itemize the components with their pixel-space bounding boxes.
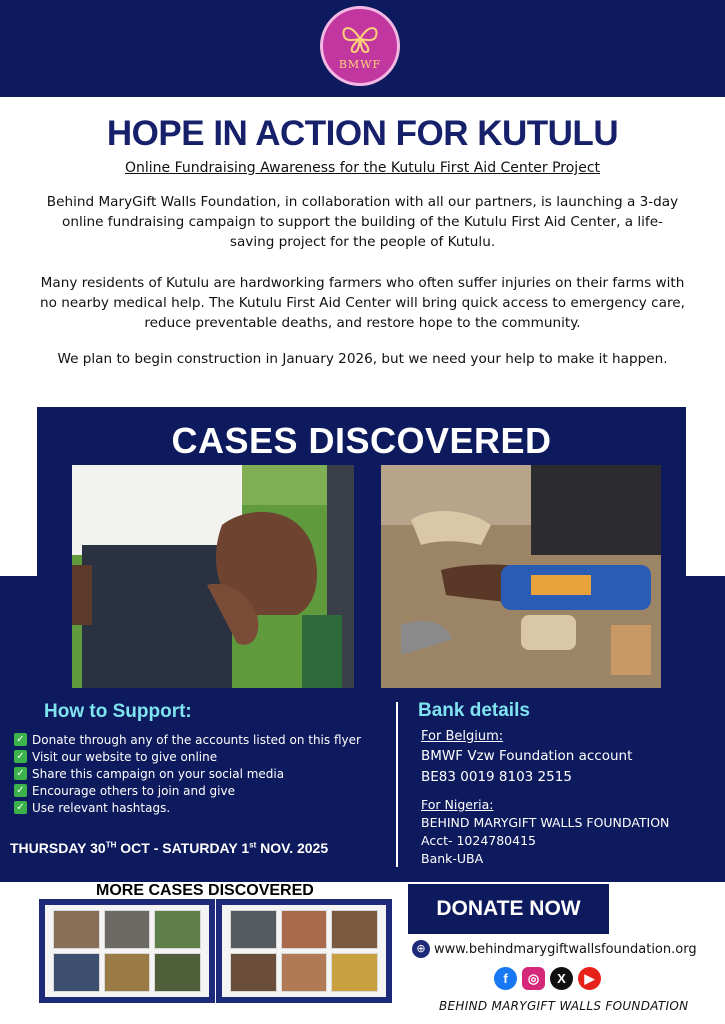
intro-paragraph: Behind MaryGift Walls Foundation, in collaboration with all our partners, is launching a 3-day online fundraising campaign to support the building of the Kutulu First Aid Center, a life-saving project for the people of Kutulu. xyxy=(46,194,679,250)
belgium-label: For Belgium: xyxy=(421,729,504,744)
bmwf-logo xyxy=(320,6,400,86)
case-thumbnail xyxy=(230,953,277,992)
case-thumbnail xyxy=(53,953,100,992)
nigeria-label: For Nigeria: xyxy=(421,797,494,812)
instagram-icon[interactable]: ◎ xyxy=(522,967,545,990)
case-thumbnail xyxy=(331,953,378,992)
support-item-label: Donate through any of the accounts listed on this flyer xyxy=(32,732,361,747)
case-thumbnail xyxy=(281,953,328,992)
cases-title: CASES DISCOVERED xyxy=(171,420,552,461)
case-thumbnail xyxy=(154,953,201,992)
case-photo-wrist xyxy=(381,465,661,688)
check-icon: ✓ xyxy=(14,733,27,746)
website-url: www.behindmarygiftwallsfoundation.org xyxy=(434,941,697,957)
facebook-icon[interactable]: f xyxy=(494,967,517,990)
case-thumbnail xyxy=(230,910,277,949)
belgium-iban: BE83 0019 8103 2515 xyxy=(421,769,572,785)
list-item xyxy=(14,782,384,799)
case-thumbnail xyxy=(53,910,100,949)
check-icon: ✓ xyxy=(14,784,27,797)
case-photo-hand xyxy=(72,465,354,688)
page-title: HOPE IN ACTION FOR KUTULU xyxy=(106,114,619,153)
list-item xyxy=(14,748,384,765)
website-link[interactable] xyxy=(412,940,697,958)
social-links xyxy=(494,967,601,990)
x-icon[interactable]: X xyxy=(550,967,573,990)
case-thumbnail xyxy=(154,910,201,949)
nigeria-account-name: BEHIND MARYGIFT WALLS FOUNDATION xyxy=(421,815,670,830)
case-thumbnail xyxy=(104,910,151,949)
case-thumbnail xyxy=(331,910,378,949)
column-divider xyxy=(396,702,398,867)
belgium-account-name: BMWF Vzw Foundation account xyxy=(421,748,633,764)
check-icon: ✓ xyxy=(14,801,27,814)
nigeria-bank: Bank-UBA xyxy=(421,851,484,866)
plan-paragraph: We plan to begin construction in January 2026, but we need your help to make it happen. xyxy=(57,351,668,367)
footer-organization: BEHIND MARYGIFT WALLS FOUNDATION xyxy=(439,999,689,1013)
list-item xyxy=(14,731,384,748)
donate-button[interactable]: DONATE NOW xyxy=(408,884,609,934)
case-thumbnail xyxy=(104,953,151,992)
support-heading: How to Support: xyxy=(44,701,192,722)
more-cases-collage-left xyxy=(39,899,215,1003)
list-item xyxy=(14,765,384,782)
logo-text: BMWF xyxy=(338,57,382,71)
support-item-label: Visit our website to give online xyxy=(32,749,218,764)
case-thumbnail xyxy=(281,910,328,949)
page-subtitle: Online Fundraising Awareness for the Kutulu First Aid Center Project xyxy=(124,160,600,176)
campaign-dates: THURSDAY 30TH OCT - SATURDAY 1st NOV. 2025 xyxy=(10,840,329,856)
support-item-label: Use relevant hashtags. xyxy=(32,800,171,815)
support-list xyxy=(14,731,384,816)
bank-heading: Bank details xyxy=(418,700,530,721)
more-cases-title: MORE CASES DISCOVERED xyxy=(96,882,314,899)
check-icon: ✓ xyxy=(14,750,27,763)
butterfly-icon xyxy=(340,22,380,56)
youtube-icon[interactable]: ▶ xyxy=(578,967,601,990)
problem-paragraph: Many residents of Kutulu are hardworking farmers who often suffer injuries on their farms with no nearby medical help. The Kutulu First Aid Center will bring quick access to emergency care, reduce preventable deaths, and restore hope to the community. xyxy=(40,275,685,331)
globe-icon: ⊕ xyxy=(412,940,430,958)
nigeria-account-number: Acct- 1024780415 xyxy=(421,833,536,848)
support-item-label: Share this campaign on your social media xyxy=(32,766,285,781)
more-cases-collage-right xyxy=(216,899,392,1003)
support-item-label: Encourage others to join and give xyxy=(32,783,235,798)
list-item xyxy=(14,799,384,816)
check-icon: ✓ xyxy=(14,767,27,780)
